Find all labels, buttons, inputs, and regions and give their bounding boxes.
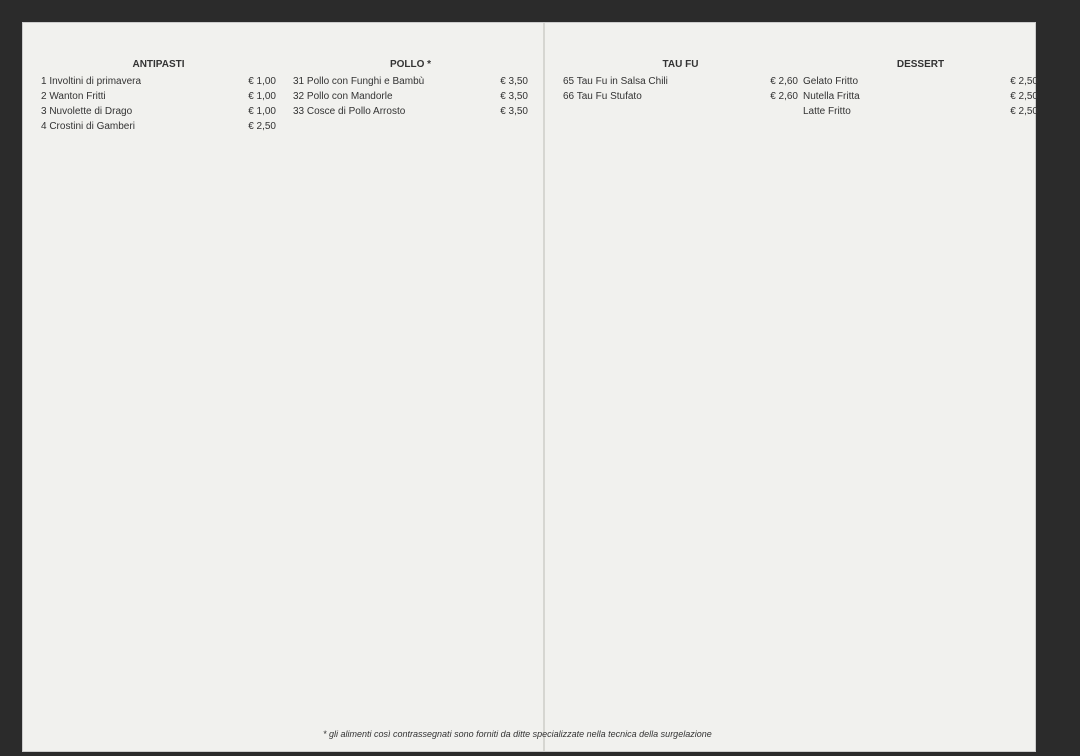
- antipasti-section: [41, 53, 276, 136]
- menu-row: 33 Cosce di Pollo Arrosto € 3,50: [293, 106, 528, 117]
- menu-row: Nutella Fritta € 2,50: [803, 91, 1038, 102]
- fold-line: [543, 23, 545, 751]
- section-title: TAU FU: [662, 59, 699, 70]
- menu-row: 65 Tau Fu in Salsa Chili € 2,60: [563, 76, 798, 87]
- menu-row: 32 Pollo con Mandorle € 3,50: [293, 91, 528, 102]
- menu-sheet: [22, 22, 1036, 752]
- footer-note: * gli alimenti così contrassegnati sono forniti da ditte specializzate nella tecnica della surgelazione: [323, 729, 712, 739]
- dessert-section: [803, 53, 1038, 121]
- menu-row: 4 Crostini di Gamberi € 2,50: [41, 121, 276, 132]
- menu-row: 66 Tau Fu Stufato € 2,60: [563, 91, 798, 102]
- menu-row: Latte Fritto € 2,50: [803, 106, 1038, 117]
- menu-row: 31 Pollo con Funghi e Bambù € 3,50: [293, 76, 528, 87]
- pollo-section: [293, 53, 528, 121]
- menu-row: Gelato Fritto € 2,50: [803, 76, 1038, 87]
- taufu-section: [563, 53, 798, 106]
- section-title: POLLO *: [389, 59, 432, 70]
- menu-row: 3 Nuvolette di Drago € 1,00: [41, 106, 276, 117]
- menu-row: 2 Wanton Fritti € 1,00: [41, 91, 276, 102]
- section-title: ANTIPASTI: [132, 59, 185, 70]
- section-title: DESSERT: [896, 59, 945, 70]
- menu-row: 1 Involtini di primavera € 1,00: [41, 76, 276, 87]
